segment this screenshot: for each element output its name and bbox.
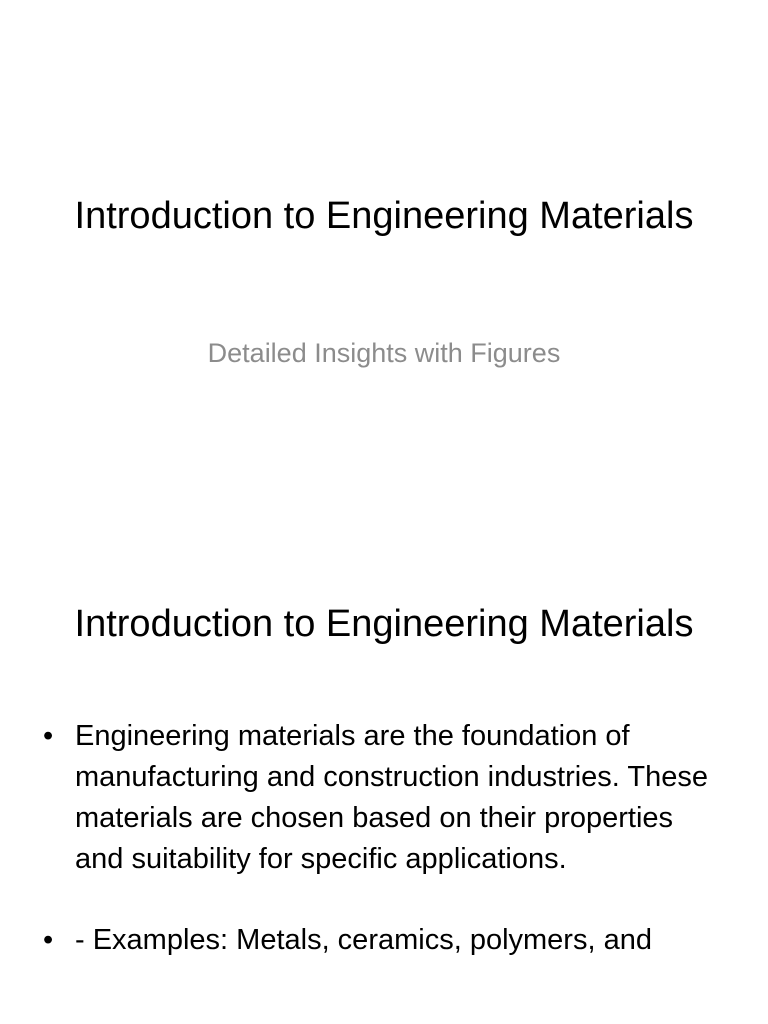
content-slide — [0, 512, 768, 1024]
slide-subtitle: Detailed Insights with Figures — [207, 338, 561, 368]
slide-title: Introduction to Engineering Materials — [74, 603, 694, 645]
bullet-text: - Examples: Metals, ceramics, polymers, and — [75, 924, 652, 956]
bullet-dot-icon: • — [43, 924, 54, 956]
bullet-item — [0, 920, 768, 961]
bullet-item — [0, 716, 768, 880]
bullet-text: Engineering materials are the foundation of manufacturing and construction industries. These materials are chosen based on their properties and suitability for specific applications. — [75, 720, 708, 875]
bullet-dot-icon: • — [43, 720, 54, 752]
bullet-list — [0, 716, 768, 1001]
slide-title: Introduction to Engineering Materials — [74, 195, 694, 237]
